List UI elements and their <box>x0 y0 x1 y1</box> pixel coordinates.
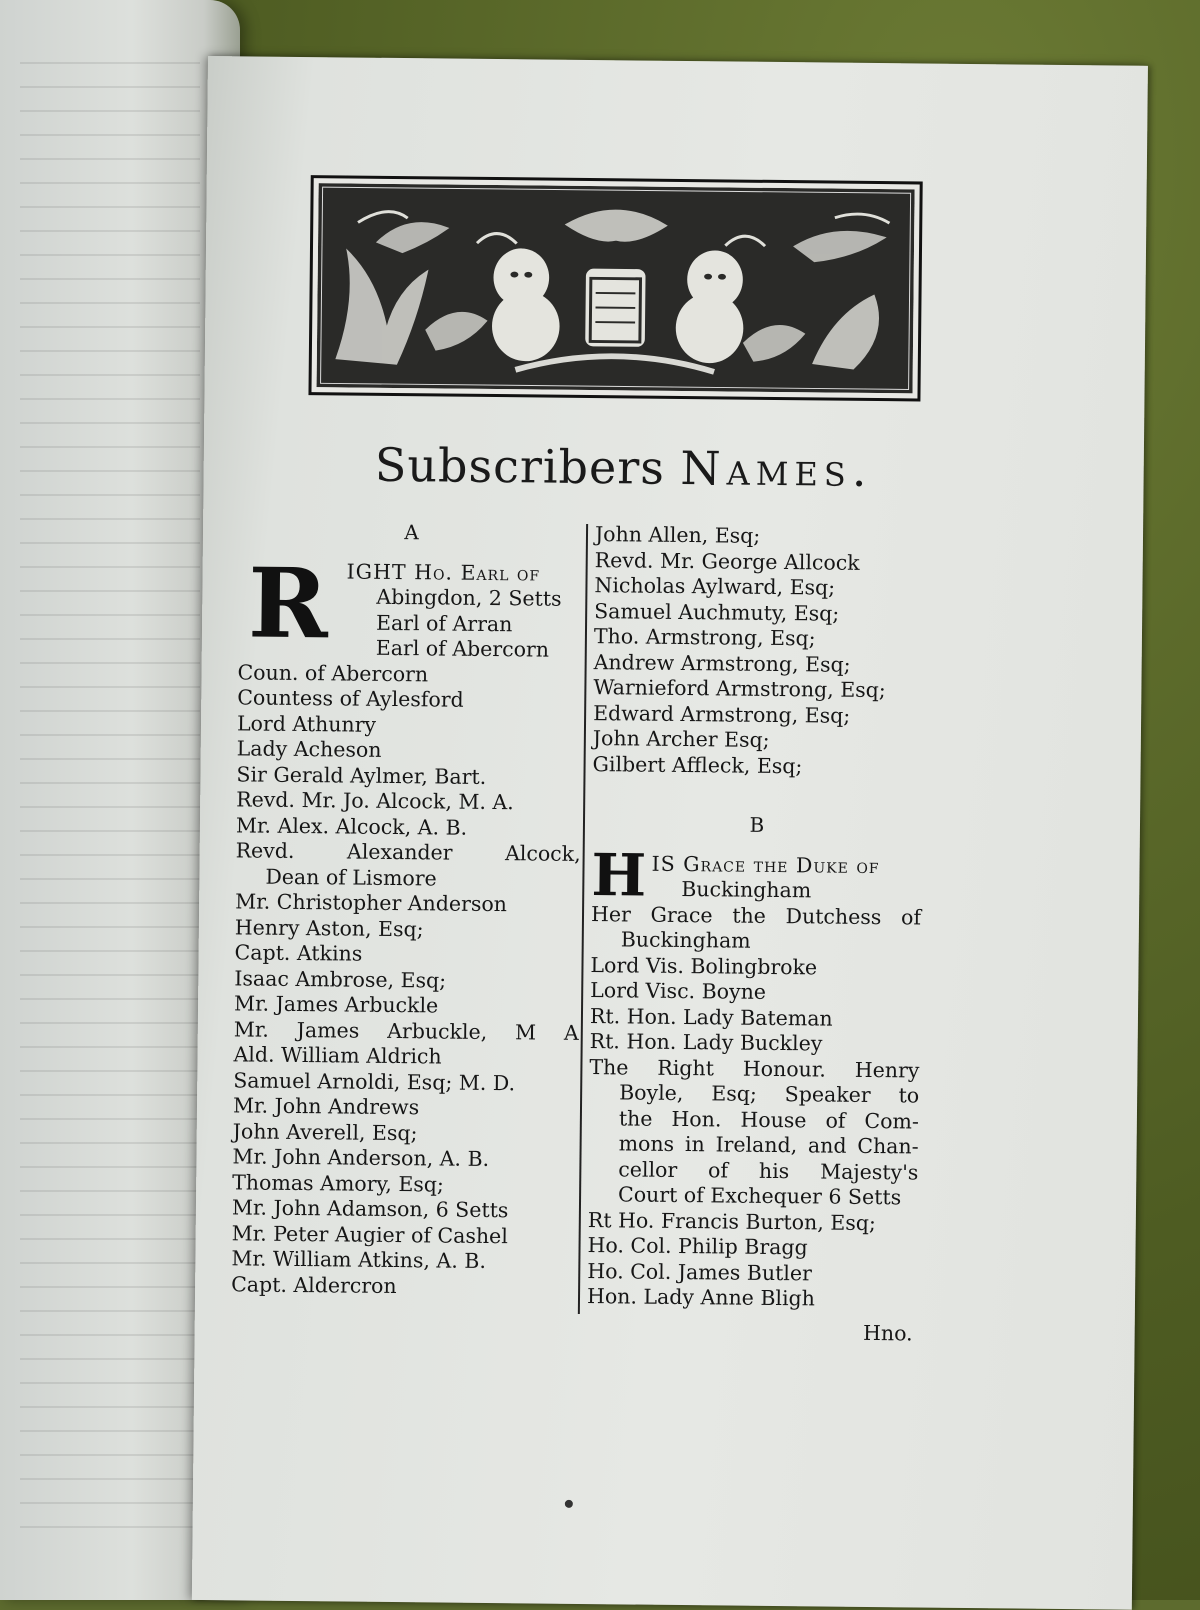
show-through-text <box>20 40 200 1540</box>
list-item: Gilbert Affleck, Esq; <box>592 751 803 778</box>
list-item: John Archer Esq; <box>592 726 770 752</box>
list-item: Rt Ho. Francis Burton, Esq; <box>587 1207 876 1235</box>
list-item: Thomas Amory, Esq; <box>232 1169 445 1197</box>
list-item: Capt. Aldercron <box>231 1271 397 1298</box>
list-item: Buckingham <box>681 877 812 903</box>
list-item: Mr. James Arbuckle, M A <box>233 1016 579 1045</box>
list-item: Samuel Auchmuty, Esq; <box>594 598 840 626</box>
cherubs-foliage-engraving <box>317 183 915 393</box>
section-letter-b: B <box>749 812 765 837</box>
subscriber-list-a <box>231 660 583 1301</box>
list-item: Lord Athunry <box>236 710 377 737</box>
page-title <box>293 437 954 498</box>
list-item: Buckingham <box>620 927 751 953</box>
list-item: Sir Gerald Aylmer, Bart. <box>236 761 487 789</box>
list-item: Hon. Lady Anne Bligh <box>586 1284 816 1311</box>
list-item: Abingdon, 2 Setts <box>376 584 562 611</box>
list-item: Edward Armstrong, Esq; <box>593 700 851 728</box>
list-item: Mr. Peter Augier of Cashel <box>231 1220 508 1248</box>
list-item: Revd. Mr. George Allcock <box>594 547 860 575</box>
list-item: Ho. Col. Philip Bragg <box>587 1233 808 1260</box>
list-item: Capt. Atkins <box>234 940 363 966</box>
left-column <box>231 518 584 1301</box>
list-item: cellor of his Majesty's <box>618 1156 919 1184</box>
first-entry-b <box>591 840 922 910</box>
list-item: Dean of Lismore <box>265 864 437 890</box>
list-item: Rt. Hon. Lady Bateman <box>589 1003 833 1031</box>
subscriber-list-a-continued <box>592 522 925 780</box>
list-item: Coun. of Abercorn <box>237 659 429 686</box>
book-page <box>192 56 1148 1610</box>
list-item: Mr. John Andrews <box>232 1093 420 1120</box>
title-names: Names. <box>680 440 873 497</box>
list-item: The Right Honour. Henry <box>589 1054 920 1083</box>
drop-cap-r: R <box>247 545 329 660</box>
list-item: Ho. Col. James Butler <box>587 1258 812 1285</box>
list-item: Court of Exchequer 6 Setts <box>617 1182 902 1210</box>
woodcut-headpiece-ornament <box>308 175 922 401</box>
list-item: Countess of Aylesford <box>237 685 464 712</box>
list-item: Nicholas Aylward, Esq; <box>594 573 836 600</box>
list-item: Lord Vis. Bolingbroke <box>590 952 818 979</box>
list-item: Mr. John Adamson, 6 Setts <box>231 1195 509 1223</box>
list-item: Mr. Christopher Anderson <box>235 889 508 917</box>
title-main: Subscribers <box>374 437 666 495</box>
list-item: Tho. Armstrong, Esq; <box>593 624 816 651</box>
list-item: the Hon. House of Com- <box>618 1105 920 1134</box>
list-item: Samuel Arnoldi, Esq; M. D. <box>233 1067 516 1095</box>
drop-cap-h: H <box>591 840 647 910</box>
list-item: Revd. Mr. Jo. Alcock, M. A. <box>236 787 514 815</box>
list-item: mons in Ireland, and Chan- <box>618 1131 919 1159</box>
list-item: Mr. James Arbuckle <box>233 991 439 1018</box>
list-item: Lord Visc. Boyne <box>590 978 767 1004</box>
list-item: Henry Aston, Esq; <box>234 914 424 941</box>
list-item: John Allen, Esq; <box>594 522 761 548</box>
list-item: Mr. Alex. Alcock, A. B. <box>235 812 468 840</box>
subscriber-list-b <box>587 902 921 1313</box>
list-item: Warnieford Armstrong, Esq; <box>593 675 886 703</box>
catchword: Hno. <box>862 1320 913 1345</box>
list-item: Rt. Hon. Lady Buckley <box>589 1029 823 1056</box>
list-item: IS Grace the Duke of <box>651 851 880 878</box>
list-item: Boyle, Esq; Speaker to <box>619 1080 920 1108</box>
right-column <box>587 522 926 1346</box>
list-item: John Averell, Esq; <box>232 1118 418 1145</box>
list-item: Earl of Abercorn <box>375 635 550 662</box>
list-item: Revd. Alexander Alcock, <box>235 838 581 866</box>
section-letter-a: A <box>404 520 419 545</box>
list-item: Her Grace the Dutchess of <box>590 901 922 930</box>
list-item: Andrew Armstrong, Esq; <box>593 649 851 677</box>
first-entry-a <box>238 545 584 664</box>
list-item: Isaac Ambrose, Esq; <box>234 965 447 993</box>
list-item: Mr. William Atkins, A. B. <box>231 1246 487 1273</box>
page-mark <box>565 1500 573 1508</box>
list-item: Earl of Arran <box>375 610 513 636</box>
list-item: Mr. John Anderson, A. B. <box>232 1144 490 1172</box>
list-item: Ald. William Aldrich <box>233 1042 442 1069</box>
list-item: IGHT Ho. Earl of <box>346 558 541 586</box>
list-item: Lady Acheson <box>236 736 382 762</box>
